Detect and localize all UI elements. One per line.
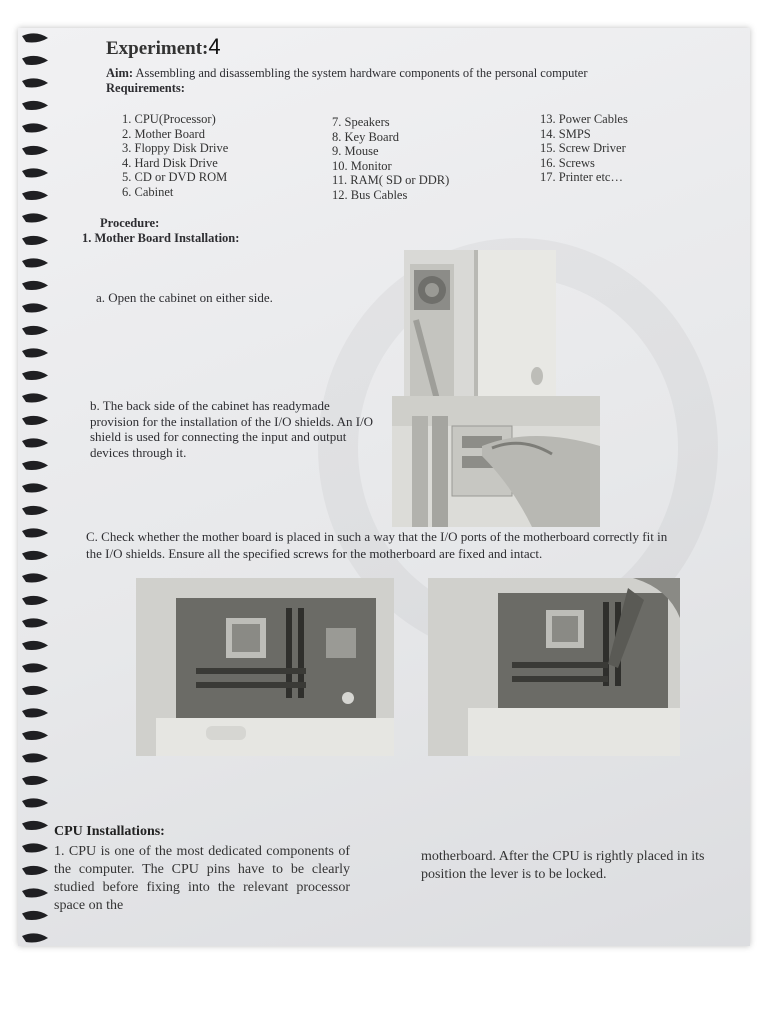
requirement-item: 3. Floppy Disk Drive <box>122 141 229 156</box>
binding-ring <box>22 281 48 290</box>
binding-ring <box>22 101 48 110</box>
binding-ring <box>22 123 48 132</box>
experiment-number: 4 <box>208 34 221 59</box>
binding-ring <box>22 528 48 537</box>
cpu-text-left: 1. CPU is one of the most dedicated components of the computer. The CPU pins have to be clearly studied before fixing into the relevant processor space on the <box>54 844 350 913</box>
step-c-text: C. Check whether the mother board is placed in such a way that the I/O ports of the motherboard correctly fit in the I/O shields. Ensure all the specified screws for the motherboard are fixed and intact. <box>86 529 668 561</box>
binding-ring <box>22 78 48 87</box>
io-shield-photo <box>392 396 600 527</box>
requirement-item: 8. Key Board <box>332 129 399 144</box>
binding-ring <box>22 33 48 42</box>
requirements-label: Requirements: <box>106 81 185 95</box>
requirement-item: 2. Mother Board <box>122 126 205 141</box>
binding-ring <box>22 641 48 650</box>
aim-label: Aim: <box>106 66 134 80</box>
spiral-binding <box>18 28 58 946</box>
cpu-installations-heading: CPU Installations: <box>54 824 165 839</box>
binding-ring <box>22 596 48 605</box>
requirement-item: 5. CD or DVD ROM <box>122 170 228 185</box>
binding-ring <box>22 573 48 582</box>
document-page <box>18 28 750 946</box>
procedure-label: Procedure: <box>100 216 160 230</box>
requirement-item: 7. Speakers <box>332 115 390 129</box>
binding-ring <box>22 753 48 762</box>
binding-ring <box>22 168 48 177</box>
experiment-title <box>106 34 221 60</box>
binding-ring <box>22 213 48 222</box>
binding-ring <box>22 416 48 425</box>
requirement-item: 10. Monitor <box>332 158 392 173</box>
requirements-column-2 <box>332 115 449 203</box>
binding-ring <box>22 326 48 335</box>
binding-ring <box>22 708 48 717</box>
binding-ring <box>22 911 48 920</box>
binding-ring <box>22 821 48 830</box>
cpu-text-right: motherboard. After the CPU is rightly placed in its position the lever is to be locked. <box>421 849 705 882</box>
binding-ring <box>22 393 48 402</box>
binding-ring <box>22 933 48 942</box>
binding-ring <box>22 798 48 807</box>
requirements-column-1 <box>122 112 228 200</box>
binding-ring <box>22 146 48 155</box>
requirement-item: 9. Mouse <box>332 144 379 159</box>
requirement-item: 12. Bus Cables <box>332 187 408 202</box>
aim-text: Assembling and disassembling the system hardware components of the personal computer <box>133 66 588 80</box>
requirement-item: 1. CPU(Processor) <box>122 112 216 126</box>
requirement-item: 15. Screw Driver <box>540 141 626 156</box>
requirement-item: 11. RAM( SD or DDR) <box>332 173 450 188</box>
binding-ring <box>22 236 48 245</box>
binding-ring <box>22 551 48 560</box>
requirement-item: 14. SMPS <box>540 126 591 141</box>
binding-ring <box>22 258 48 267</box>
binding-ring <box>22 371 48 380</box>
requirement-item: 6. Cabinet <box>122 184 174 199</box>
motherboard-photo-2 <box>428 578 680 756</box>
binding-ring <box>22 461 48 470</box>
requirements-column-3 <box>540 112 628 185</box>
binding-ring <box>22 438 48 447</box>
binding-ring <box>22 483 48 492</box>
title-label: Experiment: <box>106 38 209 59</box>
step-b-text: b. The back side of the cabinet has readymade provision for the installation of the I/O shields. An I/O shield is used for connecting the input and output devices through it. <box>90 398 374 460</box>
binding-ring <box>22 776 48 785</box>
binding-ring <box>22 866 48 875</box>
binding-ring <box>22 663 48 672</box>
requirement-item: 17. Printer etc… <box>540 170 623 185</box>
motherboard-photo-1 <box>136 578 394 756</box>
binding-ring <box>22 303 48 312</box>
binding-ring <box>22 56 48 65</box>
binding-ring <box>22 888 48 897</box>
binding-ring <box>22 618 48 627</box>
requirement-item: 16. Screws <box>540 155 595 170</box>
binding-ring <box>22 348 48 357</box>
requirement-item: 4. Hard Disk Drive <box>122 155 218 170</box>
section-title-motherboard: 1. Mother Board Installation: <box>82 231 240 245</box>
binding-ring <box>22 731 48 740</box>
binding-ring <box>22 506 48 515</box>
binding-ring <box>22 686 48 695</box>
aim-line <box>106 66 588 81</box>
binding-ring <box>22 843 48 852</box>
binding-ring <box>22 191 48 200</box>
requirement-item: 13. Power Cables <box>540 112 628 126</box>
step-a-text: a. Open the cabinet on either side. <box>96 290 273 305</box>
